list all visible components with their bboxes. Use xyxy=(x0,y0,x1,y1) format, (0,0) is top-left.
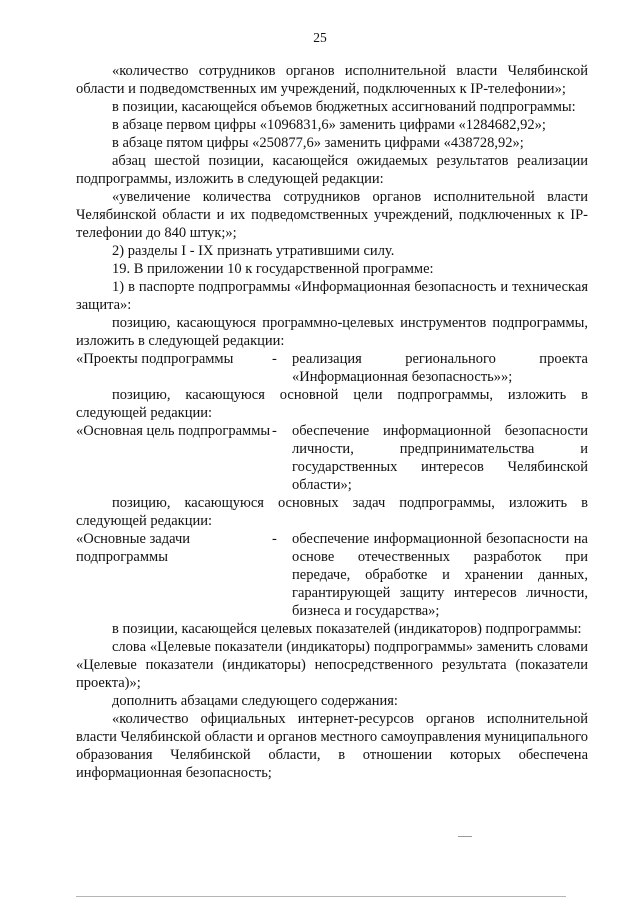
row-value: реализация регионального проекта «Информационная безопасность»»; xyxy=(292,351,588,385)
paragraph: в позиции, касающейся объемов бюджетных ассигнований подпрограммы: xyxy=(112,99,576,115)
paragraph: позицию, касающуюся основных задач подпрограммы, изложить в следующей редакции: xyxy=(76,495,588,529)
passport-row-goal xyxy=(76,422,588,494)
page-number: 25 xyxy=(313,30,327,45)
row-value: обеспечение информационной безопасности личности, предпринимательства и государственных интересов Челябинской области»; xyxy=(292,423,588,493)
row-dash: - xyxy=(272,531,277,547)
passport-row-tasks xyxy=(76,530,588,620)
paragraph: «количество сотрудников органов исполнительной власти Челябинской области и подведомственных им учреждений, подключенных к IP-телефонии»; xyxy=(76,63,588,97)
paragraph: «увеличение количества сотрудников органов исполнительной власти Челябинской области и их подведомственных учреждений, подключенных к IP-телефонии до 840 штук;»; xyxy=(76,189,588,241)
row-label: «Проекты подпрограммы xyxy=(76,351,234,367)
paragraph: 1) в паспорте подпрограммы «Информационная безопасность и техническая защита»: xyxy=(76,279,588,313)
paragraph: позицию, касающуюся основной цели подпрограммы, изложить в следующей редакции: xyxy=(76,387,588,421)
passport-row-projects xyxy=(76,350,588,386)
row-label: «Основная цель подпрограммы xyxy=(76,423,271,439)
paragraph: 2) разделы I - IX признать утратившими силу. xyxy=(112,243,395,259)
paragraph: в абзаце первом цифры «1096831,6» заменить цифрами «1284682,92»; xyxy=(112,117,546,133)
paragraph: слова «Целевые показатели (индикаторы) подпрограммы» заменить словами «Целевые показатели (индикаторы) непосредственного результата (показатели проекта)»; xyxy=(76,639,588,691)
scan-mark xyxy=(458,836,472,837)
row-value: обеспечение информационной безопасности на основе отечественных разработок при передаче, обработке и хранении данных, гарантирующей защиту интересов личности, бизнеса и государства»; xyxy=(292,531,588,619)
paragraph: в позиции, касающейся целевых показателей (индикаторов) подпрограммы: xyxy=(112,621,582,637)
paragraph: в абзаце пятом цифры «250877,6» заменить цифрами «438728,92»; xyxy=(112,135,524,151)
row-dash: - xyxy=(272,423,277,439)
row-dash: - xyxy=(272,351,277,367)
paragraph: «количество официальных интернет-ресурсов органов исполнительной власти Челябинской области и органов местного самоуправления муниципального образования Челябинской области, в отношении которых обеспечена информационная безопасность; xyxy=(76,711,588,781)
paragraph: позицию, касающуюся программно-целевых инструментов подпрограммы, изложить в следующей редакции: xyxy=(76,315,588,349)
paragraph: дополнить абзацами следующего содержания: xyxy=(112,693,398,709)
paragraph: 19. В приложении 10 к государственной программе: xyxy=(112,261,434,277)
row-label: «Основные задачи подпрограммы xyxy=(76,531,191,565)
paragraph: абзац шестой позиции, касающейся ожидаемых результатов реализации подпрограммы, изложить в следующей редакции: xyxy=(76,153,588,187)
footer-divider xyxy=(76,896,566,897)
document-body xyxy=(76,62,588,782)
